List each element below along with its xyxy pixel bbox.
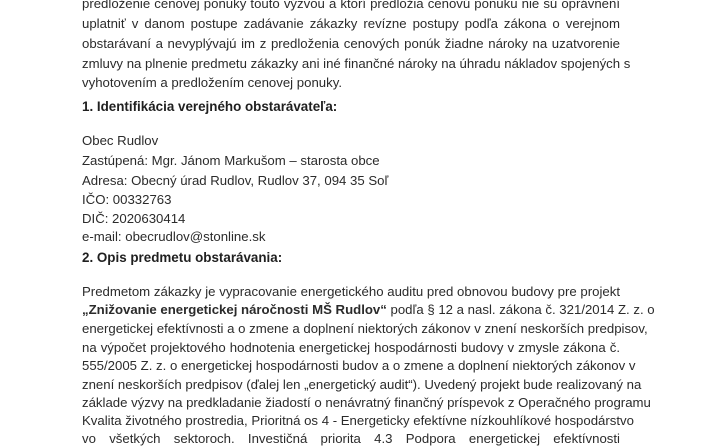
- section-2-heading: 2. Opis predmetu obstarávania:: [82, 250, 283, 265]
- body-line: vo všetkých sektoroch. Investičná priorita 4.3 Podpora energetickej efektívnosti: [82, 431, 620, 446]
- body-line: základe výzvy na predkladanie žiadostí o nenávratný finančný príspevok z Operačného programu: [82, 395, 651, 410]
- section-1-heading: 1. Identifikácia verejného obstarávateľa:: [82, 99, 338, 114]
- representative: Zastúpená: Mgr. Jánom Markušom – starosta obce: [82, 153, 380, 168]
- dic: DIČ: 2020630414: [82, 211, 186, 226]
- body-line: na výpočet projektového hodnotenia energetickej hospodárnosti budovy v zmysle zákona č.: [82, 340, 620, 355]
- contracting-authority-name: Obec Rudlov: [82, 133, 159, 148]
- body-line: energetickej efektívnosti a o zmene a doplnení niektorých zákonov v znení neskorších predpisov,: [82, 321, 648, 336]
- body-line-project: [82, 301, 655, 318]
- body-line: Predmetom zákazky je vypracovanie energetického auditu pred obnovou budovy pre projekt: [82, 284, 620, 299]
- project-name: „Znižovanie energetickej náročnosti MŠ Rudlov“: [82, 302, 387, 317]
- intro-line: obstarávaní a nevyplývajú im z predloženia cenových ponúk žiadne nároky na uzatvorenie: [82, 36, 620, 51]
- ico: IČO: 00332763: [82, 192, 172, 207]
- intro-line: uplatniť v danom postupe zadávanie zákazky revízne postupy podľa zákona o verejnom: [82, 16, 620, 31]
- body-line: znení neskorších predpisov (ďalej len „energetický audit“). Uvedený projekt bude realizovaný na: [82, 377, 642, 392]
- body-line: 555/2005 Z. z. o energetickej hospodárnosti budov a o zmene a doplnení niektorých zákonov v: [82, 358, 636, 373]
- intro-line: zmluvy na plnenie predmetu zákazky ani iné finančné nároky na úhradu nákladov spojených s: [82, 56, 631, 71]
- intro-line: vyhotovením a predložením cenovej ponuky.: [82, 75, 342, 90]
- body-line: Kvalita životného prostredia, Prioritná os 4 - Energeticky efektívne nízkouhlíkové hospodárstvo: [82, 413, 634, 428]
- email: e-mail: obecrudlov@stonline.sk: [82, 229, 266, 244]
- address: Adresa: Obecný úrad Rudlov, Rudlov 37, 094 35 Soľ: [82, 173, 389, 188]
- intro-line: predloženie cenovej ponuky touto výzvou a ktorí predložia cenovú ponuku nie sú oprávnení: [82, 0, 620, 11]
- project-line-rest: podľa § 12 a nasl. zákona č. 321/2014 Z. z. o: [386, 302, 655, 317]
